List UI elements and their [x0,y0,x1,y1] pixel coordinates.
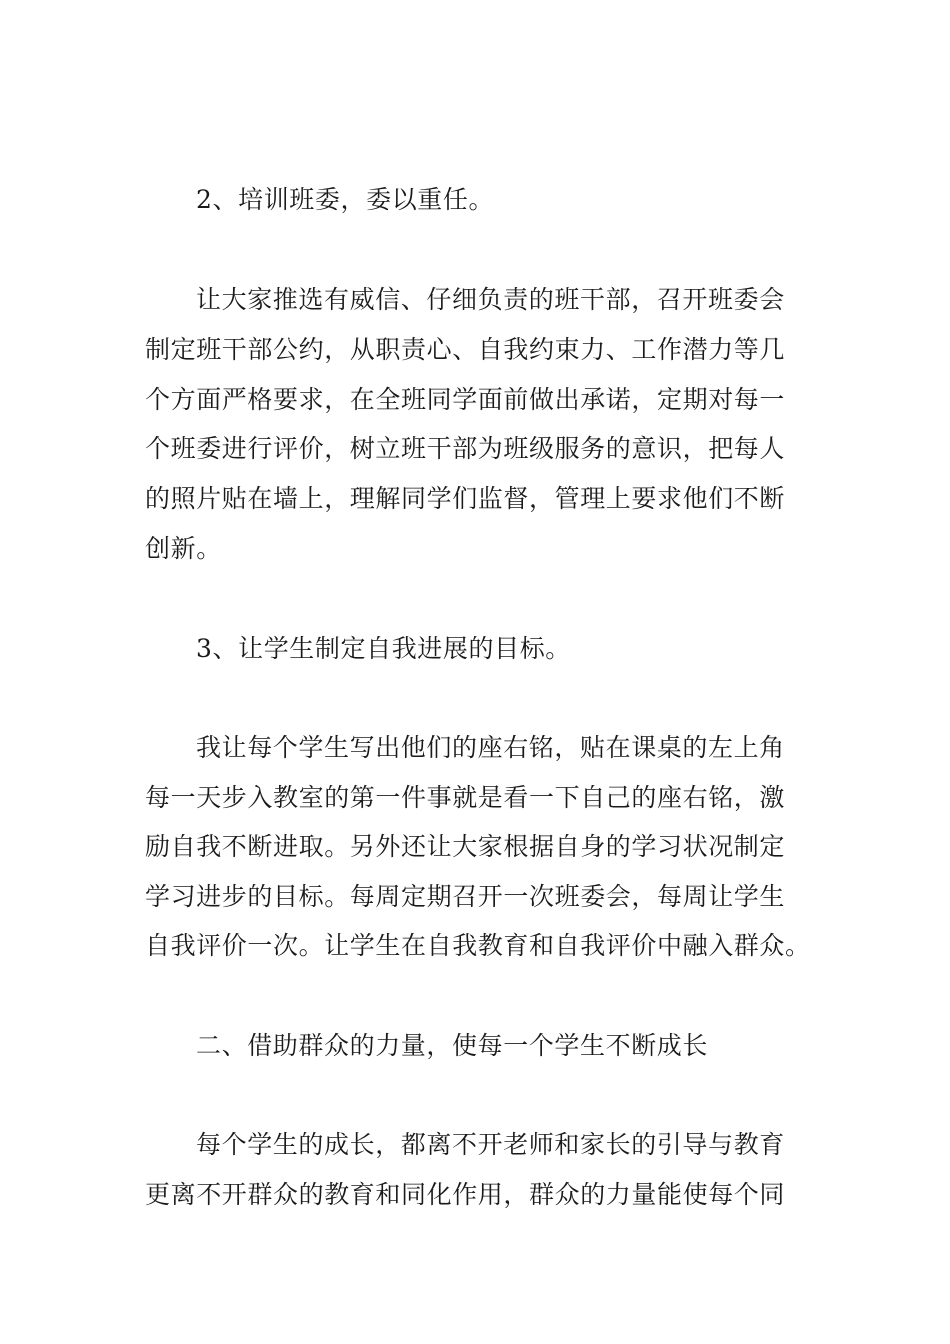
paragraph-1-line-6: 创新。 [145,534,222,563]
paragraph-1-line-1: 让大家推选有威信、仔细负责的班干部，召开班委会 [196,285,785,314]
paragraph-3-line-2: 更离不开群众的教育和同化作用，群众的力量能使每个同 [145,1180,786,1209]
paragraph-2-line-1: 我让每个学生写出他们的座右铭，贴在课桌的左上角 [196,733,785,762]
paragraph-1-line-4: 个班委进行评价，树立班干部为班级服务的意识，把每人 [145,434,786,463]
heading-3: 3、让学生制定自我进展的目标。 [196,634,571,663]
paragraph-1-line-2: 制定班干部公约，从职责心、自我约束力、工作潜力等几 [145,335,786,364]
paragraph-2-line-3: 励自我不断进取。另外还让大家根据自身的学习状况制定 [145,832,786,861]
paragraph-2-line-4: 学习进步的目标。每周定期召开一次班委会，每周让学生 [145,882,786,911]
paragraph-3-line-1: 每个学生的成长，都离不开老师和家长的引导与教育 [196,1130,785,1159]
paragraph-1-line-5: 的照片贴在墙上，理解同学们监督，管理上要求他们不断 [145,484,786,513]
section-heading-2: 二、借助群众的力量，使每一个学生不断成长 [196,1031,709,1060]
paragraph-2-line-2: 每一天步入教室的第一件事就是看一下自己的座右铭，激 [145,783,786,812]
heading-2: 2、培训班委，委以重任。 [196,185,495,214]
paragraph-2-line-5: 自我评价一次。让学生在自我教育和自我评价中融入群众。 [145,931,811,960]
paragraph-1-line-3: 个方面严格要求，在全班同学面前做出承诺，定期对每一 [145,385,786,414]
